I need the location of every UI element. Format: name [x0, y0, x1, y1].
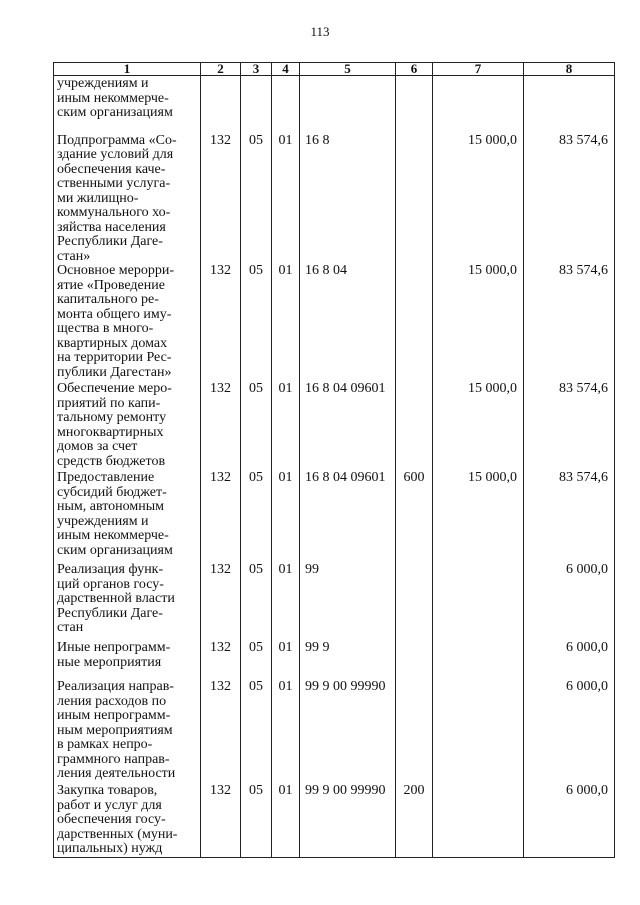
- row-name-line: ления расходов по: [57, 693, 167, 709]
- row-name-line: стан»: [57, 248, 91, 264]
- row-name-line: иным некоммерче-: [57, 528, 169, 543]
- page-number: 113: [310, 24, 330, 39]
- section-code-cell: 05: [241, 264, 272, 382]
- table-row: [54, 641, 615, 680]
- row-name-cell: [54, 471, 201, 563]
- row-name-line: Республики Даге-: [57, 605, 163, 621]
- row-name-line: обеспечения госу-: [57, 812, 166, 827]
- table-row: [54, 264, 615, 382]
- row-name-cell: [54, 76, 201, 134]
- row-name-line: ления деятельности: [57, 766, 176, 781]
- row-name-line: коммунального хо-: [57, 205, 171, 220]
- row-name-line: публики Дагестан»: [57, 364, 172, 380]
- column-header: 3: [241, 63, 272, 76]
- target-article-cell: 99 9 00 99990: [300, 680, 396, 784]
- row-name-line: щества в много-: [57, 321, 154, 336]
- amount-cell: 83 574,6: [524, 264, 615, 382]
- amount-cell: 83 574,6: [524, 382, 615, 471]
- row-name-line: обеспечения каче-: [57, 161, 166, 177]
- expense-type-cell: [396, 264, 433, 382]
- amount-cell: 83 574,6: [524, 134, 615, 265]
- column-header: 1: [54, 63, 201, 76]
- row-name-cell: [54, 134, 201, 265]
- row-name-line: субсидий бюджет-: [57, 484, 167, 500]
- target-article-cell: 99 9: [300, 641, 396, 680]
- section-code-cell: 05: [241, 471, 272, 563]
- row-name-line: Закупка товаров,: [57, 783, 158, 798]
- ministry-code-cell: 132: [201, 471, 241, 563]
- subsection-code-cell: 01: [272, 382, 300, 471]
- table-body: [54, 76, 615, 858]
- row-name-line: ятие «Проведение: [57, 277, 165, 293]
- section-code-cell: 05: [241, 563, 272, 641]
- row-name-cell: [54, 641, 201, 680]
- subsection-code-cell: 01: [272, 264, 300, 382]
- row-name-line: капитального ре-: [57, 292, 159, 307]
- row-name-line: работ и услуг для: [57, 797, 162, 813]
- expense-type-cell: [396, 134, 433, 265]
- row-name-line: тальному ремонту: [57, 410, 167, 425]
- row-name-line: дарственных (муни-: [57, 826, 178, 842]
- row-name-line: в рамках непро-: [57, 737, 153, 752]
- target-article-cell: 99 9 00 99990: [300, 784, 396, 857]
- target-article-cell: 99: [300, 563, 396, 641]
- row-name-line: Реализация функ-: [57, 562, 164, 577]
- expense-type-cell: 200: [396, 784, 433, 857]
- subsection-code-cell: 01: [272, 784, 300, 857]
- amount-cell: 6 000,0: [524, 563, 615, 641]
- row-name-line: ным, автономным: [57, 499, 165, 514]
- amount-cell: 15 000,0: [433, 471, 524, 563]
- expense-type-cell: [396, 382, 433, 471]
- section-code-cell: 05: [241, 641, 272, 680]
- row-name-line: Республики Даге-: [57, 234, 163, 249]
- row-name-line: ственными услуга-: [57, 176, 171, 191]
- amount-cell: 6 000,0: [524, 680, 615, 784]
- row-name-line: домов за счет: [57, 439, 138, 454]
- amount-cell: 6 000,0: [524, 784, 615, 857]
- amount-cell: [433, 563, 524, 641]
- row-name-line: ций органов госу-: [57, 576, 164, 592]
- target-article-cell: [300, 76, 396, 134]
- section-code-cell: [241, 76, 272, 134]
- row-name-line: ципальных) нужд: [57, 841, 163, 856]
- amount-cell: [433, 641, 524, 680]
- row-name-line: Подпрограмма «Со-: [57, 132, 177, 148]
- column-header: 7: [433, 63, 524, 76]
- ministry-code-cell: 132: [201, 680, 241, 784]
- row-name-line: граммного направ-: [57, 751, 170, 767]
- section-code-cell: 05: [241, 680, 272, 784]
- subsection-code-cell: 01: [272, 134, 300, 265]
- table-row: [54, 471, 615, 563]
- column-header: 5: [300, 63, 396, 76]
- ministry-code-cell: 132: [201, 382, 241, 471]
- row-name-line: Иные непрограмм-: [57, 640, 171, 655]
- row-name-cell: [54, 264, 201, 382]
- subsection-code-cell: [272, 76, 300, 134]
- row-name-line: иным непрограмм-: [57, 708, 171, 723]
- ministry-code-cell: 132: [201, 264, 241, 382]
- row-name-line: квартирных домах: [57, 335, 168, 351]
- row-name-cell: [54, 563, 201, 641]
- ministry-code-cell: 132: [201, 784, 241, 857]
- row-name-line: Обеспечение меро-: [57, 381, 172, 396]
- row-name-line: учреждениям и: [57, 76, 149, 91]
- ministry-code-cell: 132: [201, 641, 241, 680]
- target-article-cell: 16 8 04 09601: [300, 471, 396, 563]
- row-name-line: ным мероприятиям: [57, 722, 173, 738]
- amount-cell: 83 574,6: [524, 471, 615, 563]
- expense-type-cell: [396, 563, 433, 641]
- column-header: 4: [272, 63, 300, 76]
- row-name-line: средств бюджетов: [57, 453, 166, 469]
- row-name-line: приятий по капи-: [57, 395, 161, 411]
- row-name-line: здание условий для: [57, 147, 174, 162]
- row-name-line: ским организациям: [57, 105, 173, 120]
- amount-cell: 15 000,0: [433, 264, 524, 382]
- amount-cell: [433, 76, 524, 134]
- subsection-code-cell: 01: [272, 641, 300, 680]
- amount-cell: [433, 680, 524, 784]
- ministry-code-cell: 132: [201, 134, 241, 265]
- table-row: [54, 680, 615, 784]
- amount-cell: 15 000,0: [433, 382, 524, 471]
- table-row: [54, 563, 615, 641]
- row-name-line: Основное мероpри-: [57, 263, 175, 278]
- row-name-line: стан: [57, 620, 84, 635]
- row-name-cell: [54, 680, 201, 784]
- row-name-line: многоквартирных: [57, 424, 164, 440]
- row-name-cell: [54, 382, 201, 471]
- subsection-code-cell: 01: [272, 471, 300, 563]
- budget-table: [53, 62, 615, 858]
- row-name-line: ским организациям: [57, 542, 173, 558]
- section-code-cell: 05: [241, 134, 272, 265]
- table-row: [54, 784, 615, 857]
- expense-type-cell: [396, 76, 433, 134]
- row-name-line: дарственной власти: [57, 591, 175, 606]
- header-row: [54, 63, 615, 76]
- row-name-line: ные мероприятия: [57, 654, 162, 670]
- section-code-cell: 05: [241, 382, 272, 471]
- target-article-cell: 16 8: [300, 134, 396, 265]
- row-name-line: на территории Рес-: [57, 350, 172, 365]
- target-article-cell: 16 8 04: [300, 264, 396, 382]
- row-name-line: монта общего иму-: [57, 306, 172, 322]
- column-header: 2: [201, 63, 241, 76]
- row-name-cell: [54, 784, 201, 857]
- expense-type-cell: 600: [396, 471, 433, 563]
- row-name-line: Реализация направ-: [57, 679, 174, 694]
- row-name-line: зяйства населения: [57, 219, 166, 235]
- row-name-line: учреждениям и: [57, 513, 149, 529]
- table-row: [54, 134, 615, 265]
- section-code-cell: 05: [241, 784, 272, 857]
- amount-cell: 15 000,0: [433, 134, 524, 265]
- ministry-code-cell: 132: [201, 563, 241, 641]
- column-header: 8: [524, 63, 615, 76]
- subsection-code-cell: 01: [272, 680, 300, 784]
- target-article-cell: 16 8 04 09601: [300, 382, 396, 471]
- row-name-line: Предоставление: [57, 470, 155, 485]
- amount-cell: [433, 784, 524, 857]
- table-row: [54, 76, 615, 134]
- amount-cell: [524, 76, 615, 134]
- expense-type-cell: [396, 680, 433, 784]
- column-header: 6: [396, 63, 433, 76]
- table-row: [54, 382, 615, 471]
- ministry-code-cell: [201, 76, 241, 134]
- row-name-line: ми жилищно-: [57, 190, 139, 206]
- expense-type-cell: [396, 641, 433, 680]
- amount-cell: 6 000,0: [524, 641, 615, 680]
- row-name-line: иным некоммерче-: [57, 90, 169, 106]
- subsection-code-cell: 01: [272, 563, 300, 641]
